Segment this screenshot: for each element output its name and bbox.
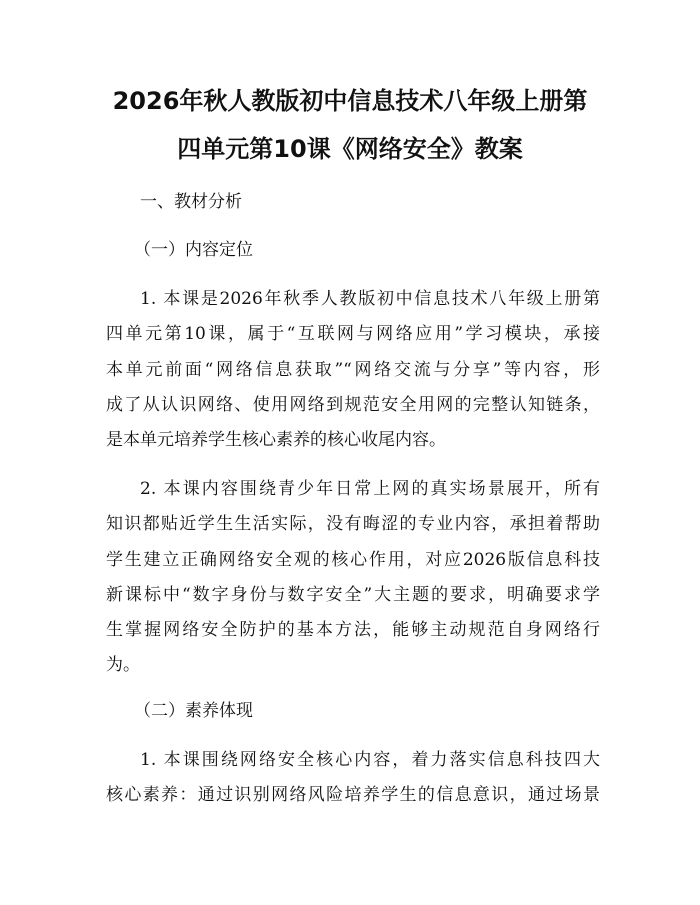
paragraph-2	[106, 472, 600, 684]
paragraph-line: 四单元第10课，属于“互联网与网络应用”学习模块，承接	[106, 324, 600, 345]
paragraph-line: 1. 本课围绕网络安全核心内容，着力落实信息科技四大	[140, 750, 600, 770]
paragraph-line: 生掌握网络安全防护的基本方法，能够主动规范自身网络行	[106, 620, 600, 641]
paragraph-line: 知识都贴近学生生活实际，没有晦涩的专业内容，承担着帮助	[106, 514, 600, 535]
paragraph-1	[106, 282, 600, 458]
subsection-heading-content-positioning: （一）内容定位	[134, 240, 253, 260]
document-title-line-2: 四单元第10课《网络安全》教案	[177, 135, 523, 163]
paragraph-line: 本单元前面“网络信息获取”“网络交流与分享”等内容，形	[106, 359, 600, 380]
paragraph-line: 为。	[106, 655, 140, 676]
paragraph-line: 核心素养：通过识别网络风险培养学生的信息意识，通过场景	[106, 785, 600, 806]
document-title-line-1: 2026年秋人教版初中信息技术八年级上册第	[112, 87, 588, 115]
paragraph-3	[106, 743, 600, 814]
paragraph-line: 是本单元培养学生核心素养的核心收尾内容。	[106, 430, 446, 451]
paragraph-line: 1. 本课是2026年秋季人教版初中信息技术八年级上册第	[140, 289, 600, 309]
paragraph-line: 成了从认识网络、使用网络到规范安全用网的完整认知链条，	[106, 394, 600, 415]
paragraph-line: 学生建立正确网络安全观的核心作用，对应2026版信息科技	[106, 549, 600, 570]
paragraph-line: 2. 本课内容围绕青少年日常上网的真实场景展开，所有	[140, 479, 600, 499]
subsection-heading-literacy: （二）素养体现	[134, 701, 253, 721]
section-heading-textbook-analysis: 一、教材分析	[140, 192, 242, 212]
paragraph-line: 新课标中“数字身份与数字安全”大主题的要求，明确要求学	[106, 584, 600, 605]
